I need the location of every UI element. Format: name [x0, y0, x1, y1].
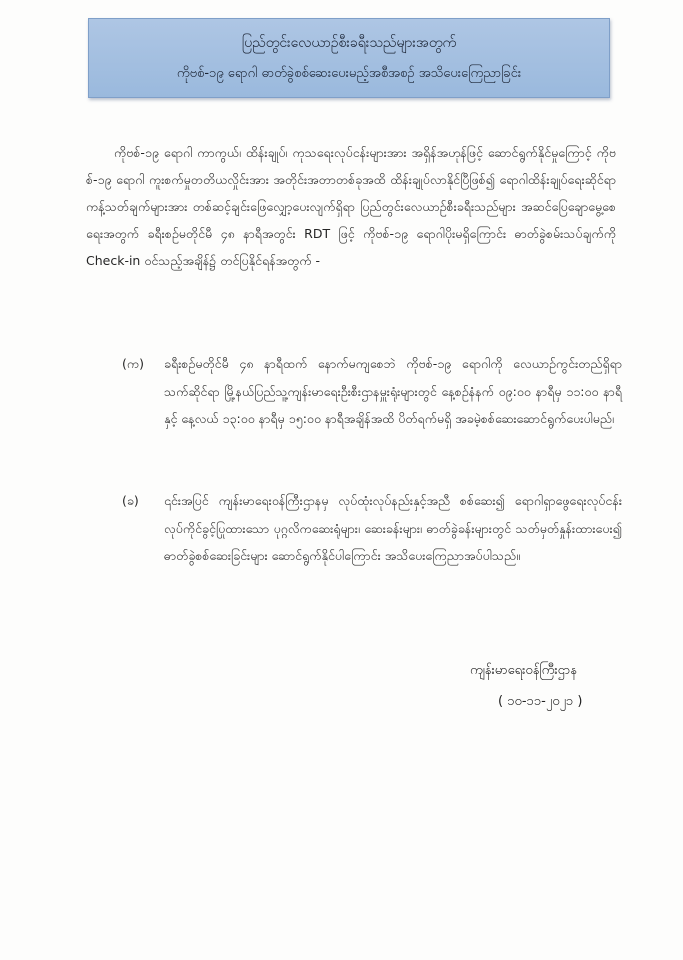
- title-line-1: ပြည်တွင်းလေယာဉ်စီးခရီးသည်များအတွက်: [241, 35, 457, 51]
- list-item-ka-text: ခရီးစဉ်မတိုင်မီ ၄၈ နာရီထက် နောက်မကျစေဘဲ ကိုဗစ်-၁၉ ရောဂါကို လေယာဉ်ကွင်းတည်ရှိရာ သက်ဆိုင်ရာ မြို့နယ်ပြည်သူ့ကျန်းမာရေးဦးစီးဌာနမှူးရုံးများတွင် နေ့စဉ်နံနက် ၀၉:၀၀ နာရီမှ ၁၁:၀၀ နာရီနှင့် နေ့လယ် ၁၃:၀၀ နာရီမှ ၁၅:၀၀ နာရီအချိန်အထိ ပိတ်ရက်မရှိ အခမဲ့စစ်ဆေးဆောင်ရွက်ပေးပါမည်၊: [164, 356, 622, 426]
- intro-paragraph: ကိုဗစ်-၁၉ ရောဂါ ကာကွယ်၊ ထိန်းချုပ်၊ ကုသရေးလုပ်ငန်းများအား အရှိန်အဟုန်ဖြင့် ဆောင်ရွက်နိုင်မှုကြောင့် ကိုဗစ်-၁၉ ရောဂါ ကူးစက်မှုတတိယလှိုင်းအား အတိုင်းအတာတစ်ခုအထိ ထိန်းချုပ်လာနိုင်ပြီဖြစ်၍ ရောဂါထိန်းချုပ်ရေးဆိုင်ရာ ကန့်သတ်ချက်များအား တစ်ဆင့်ချင်းဖြေလျှော့ပေးလျက်ရှိရာ ပြည်တွင်းလေယာဉ်စီးခရီးသည်များ အဆင်ပြေချောမွေ့စေရေးအတွက် ခရီးစဉ်မတိုင်မီ ၄၈ နာရီအတွင်း RDT ဖြင့် ကိုဗစ်-၁၉ ရောဂါပိုးမရှိကြောင်း ဓာတ်ခွဲစမ်းသပ်ချက်ကို Check-in ဝင်သည့်အချိန်၌ တင်ပြနိုင်ရန်အတွက် -: [86, 145, 616, 268]
- list-item-kha: [122, 487, 622, 570]
- issuer-signature: ကျန်းမာရေးဝန်ကြီးဌာန: [470, 663, 577, 678]
- title-line-2: ကိုဗစ်-၁၉ ရောဂါ ဓာတ်ခွဲစစ်ဆေးပေးမည့်အစီအစဉ် အသိပေးကြေညာခြင်း: [176, 66, 522, 81]
- list-item-ka: [122, 350, 622, 433]
- issue-date: ( ၁၀-၁၁-၂၀၂၁ ): [498, 694, 583, 709]
- title-banner: [88, 18, 610, 98]
- list-item-kha-text: ၎င်းအပြင် ကျန်းမာရေးဝန်ကြီးဌာနမှ လုပ်ထုံးလုပ်နည်းနှင့်အညီ စစ်ဆေး၍ ရောဂါရှာဖွေရေးလုပ်ငန်း လုပ်ကိုင်ခွင့်ပြုထားသော ပုဂ္ဂလိကဆေးရုံများ၊ ဆေးခန်းများ၊ ဓာတ်ခွဲခန်းများတွင် သတ်မှတ်နှုန်းထားပေး၍ ဓာတ်ခွဲစစ်ဆေးခြင်းများ ဆောင်ရွက်နိုင်ပါကြောင်း အသိပေးကြေညာအပ်ပါသည်။: [164, 493, 622, 563]
- list-marker-kha: (ခ): [122, 493, 139, 508]
- list-marker-ka: (က): [122, 356, 144, 371]
